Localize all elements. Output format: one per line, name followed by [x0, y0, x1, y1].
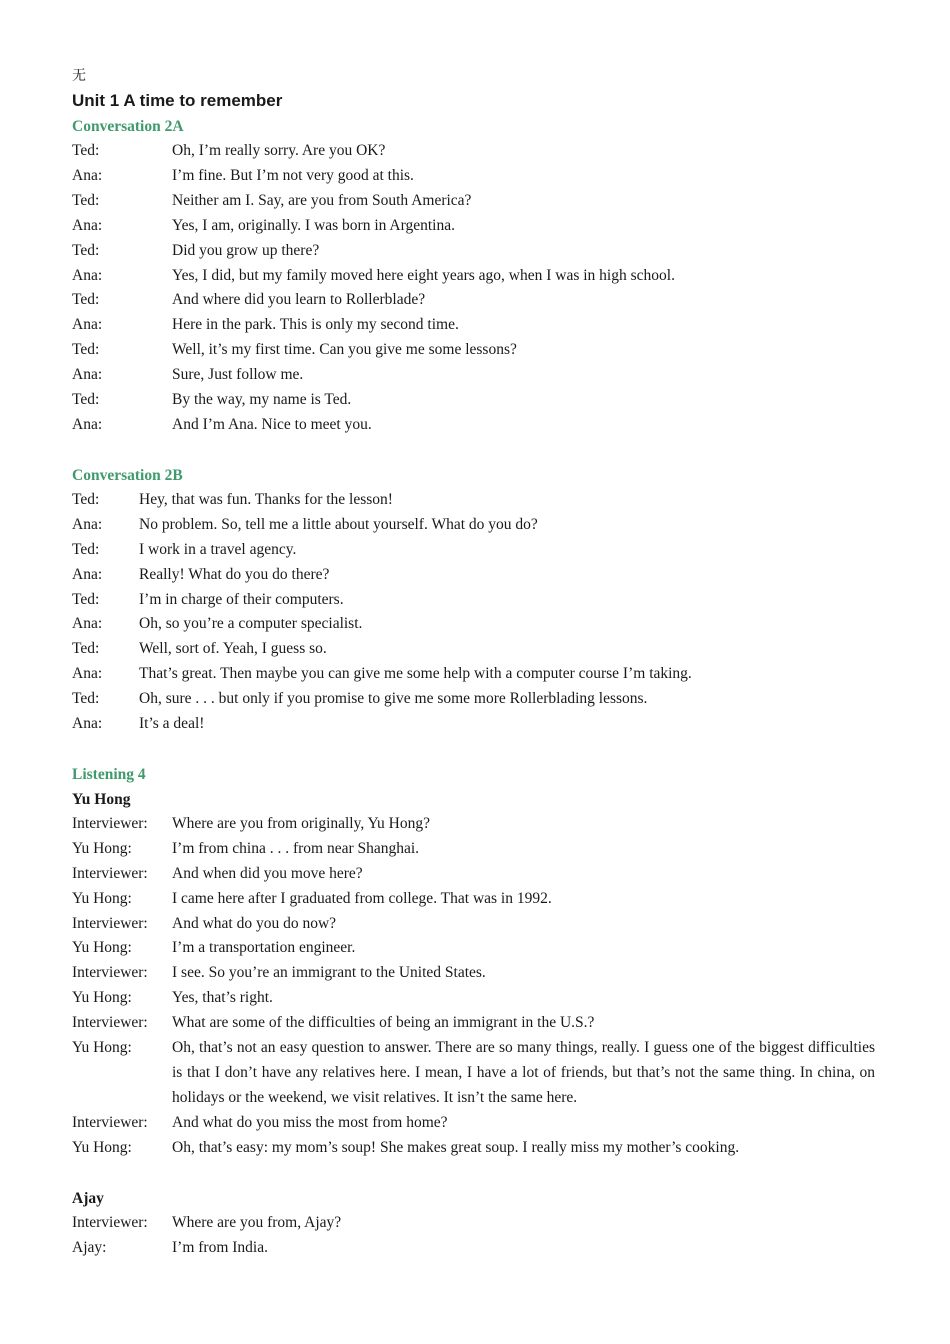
dialogue-line — [72, 887, 875, 912]
speaker-label: Ted: — [72, 241, 100, 259]
line-text: Yes, that’s right. — [172, 989, 273, 1007]
speaker-label: Ted: — [72, 291, 100, 309]
dialogue-line — [72, 338, 875, 363]
line-text: Oh, so you’re a computer specialist. — [139, 615, 363, 633]
spacer — [72, 438, 875, 463]
line-text: Well, sort of. Yeah, I guess so. — [139, 640, 327, 658]
spacer — [72, 737, 875, 762]
dialogue-line — [72, 687, 875, 712]
dialogue-line — [72, 139, 875, 164]
speaker-label: Ted: — [72, 191, 100, 209]
dialogue-line — [72, 1011, 875, 1036]
speaker-label: Yu Hong: — [72, 889, 132, 907]
line-text: I’m in charge of their computers. — [139, 590, 344, 608]
dialogue-line — [72, 563, 875, 588]
dialogue-line — [72, 862, 875, 887]
line-text: Well, it’s my first time. Can you give me some lessons? — [172, 341, 517, 359]
spacer — [72, 1161, 875, 1186]
speaker-label: Ted: — [72, 690, 100, 708]
speaker-label: Ana: — [72, 715, 103, 733]
line-text: I work in a travel agency. — [139, 540, 297, 558]
line-text: No problem. So, tell me a little about yourself. What do you do? — [139, 515, 538, 533]
listening-4-title: Listening 4 — [72, 765, 146, 783]
speaker-label: Ana: — [72, 415, 103, 433]
speaker-label: Yu Hong: — [72, 839, 132, 857]
speaker-label: Interviewer: — [72, 914, 148, 932]
line-text: I’m from India. — [172, 1238, 268, 1256]
yu-hong-heading: Yu Hong — [72, 790, 131, 808]
line-text: Yes, I did, but my family moved here eight years ago, when I was in high school. — [172, 266, 675, 284]
line-text: Oh, I’m really sorry. Are you OK? — [172, 142, 386, 159]
header-character: 无 — [72, 68, 86, 84]
line-text: Where are you from, Ajay? — [172, 1213, 342, 1231]
dialogue-line — [72, 712, 875, 737]
dialogue-line — [72, 214, 875, 239]
speaker-label: Ted: — [72, 640, 100, 658]
line-text: Sure, Just follow me. — [172, 366, 304, 384]
speaker-label: Ted: — [72, 391, 100, 409]
dialogue-line — [72, 513, 875, 538]
document-page — [72, 64, 875, 1260]
line-text: And where did you learn to Rollerblade? — [172, 291, 426, 309]
dialogue-line — [72, 637, 875, 662]
line-text: And when did you move here? — [172, 864, 363, 882]
dialogue-line — [72, 812, 875, 837]
speaker-label: Ana: — [72, 216, 103, 234]
speaker-label: Ana: — [72, 366, 103, 384]
line-text: I’m fine. But I’m not very good at this. — [172, 166, 414, 184]
ajay-interview — [72, 1211, 875, 1261]
line-text: I’m from china . . . from near Shanghai. — [172, 839, 420, 857]
dialogue-line — [72, 1036, 875, 1111]
line-text: By the way, my name is Ted. — [172, 391, 352, 409]
line-text: Really! What do you do there? — [139, 565, 330, 583]
dialogue-line — [72, 239, 875, 264]
dialogue-line — [72, 936, 875, 961]
conversation-2b-title: Conversation 2B — [72, 466, 183, 484]
speaker-label: Interviewer: — [72, 814, 148, 832]
speaker-label: Yu Hong: — [72, 939, 132, 957]
speaker-label: Interviewer: — [72, 1213, 148, 1231]
line-text: And what do you miss the most from home? — [172, 1113, 448, 1131]
speaker-label: Ted: — [72, 341, 100, 359]
speaker-label: Ana: — [72, 665, 103, 683]
line-text: Oh, that’s easy: my mom’s soup! She makes great soup. I really miss my mother’s cooking. — [172, 1138, 740, 1156]
speaker-label: Ana: — [72, 166, 103, 184]
dialogue-line — [72, 912, 875, 937]
line-text: Here in the park. This is only my second time. — [172, 316, 459, 334]
line-text: Oh, that’s not an easy question to answer. There are so many things, really. I guess one of the biggest difficulties is that I don’t have any relatives here. I mean, I have a lot of friends, but that’s not the same thing. In china, on holidays or the weekend, we visit relatives. It isn’t the same here. — [172, 1039, 875, 1106]
dialogue-line — [72, 1211, 875, 1236]
yu-hong-interview — [72, 812, 875, 1161]
speaker-label: Interviewer: — [72, 1113, 148, 1131]
line-text: Oh, sure . . . but only if you promise to give me some more Rollerblading lessons. — [139, 690, 648, 708]
speaker-label: Yu Hong: — [72, 1039, 132, 1057]
speaker-label: Interviewer: — [72, 964, 148, 982]
line-text: What are some of the difficulties of being an immigrant in the U.S.? — [172, 1014, 595, 1032]
dialogue-line — [72, 164, 875, 189]
conversation-2a — [72, 139, 875, 438]
dialogue-line — [72, 313, 875, 338]
speaker-label: Ana: — [72, 266, 103, 284]
line-text: Neither am I. Say, are you from South America? — [172, 191, 472, 209]
line-text: I’m a transportation engineer. — [172, 939, 356, 957]
speaker-label: Interviewer: — [72, 1014, 148, 1032]
dialogue-line — [72, 588, 875, 613]
dialogue-line — [72, 612, 875, 637]
speaker-label: Ana: — [72, 615, 103, 633]
dialogue-line — [72, 538, 875, 563]
dialogue-line — [72, 837, 875, 862]
dialogue-line — [72, 264, 875, 289]
line-text: Where are you from originally, Yu Hong? — [172, 814, 430, 832]
dialogue-line — [72, 1111, 875, 1136]
dialogue-line — [72, 1136, 875, 1161]
line-text: And what do you do now? — [172, 914, 337, 932]
dialogue-line — [72, 363, 875, 388]
dialogue-line — [72, 662, 875, 687]
dialogue-line — [72, 961, 875, 986]
speaker-label: Ted: — [72, 490, 100, 508]
unit-title: Unit 1 A time to remember — [72, 91, 283, 110]
line-text: Did you grow up there? — [172, 241, 320, 259]
ajay-heading: Ajay — [72, 1189, 104, 1207]
speaker-label: Yu Hong: — [72, 1138, 132, 1156]
dialogue-line — [72, 413, 875, 438]
conversation-2b — [72, 488, 875, 737]
line-text: Yes, I am, originally. I was born in Argentina. — [172, 216, 455, 234]
line-text: Hey, that was fun. Thanks for the lesson! — [139, 490, 393, 508]
speaker-label: Ana: — [72, 515, 103, 533]
dialogue-line — [72, 986, 875, 1011]
line-text: I see. So you’re an immigrant to the United States. — [172, 964, 486, 982]
speaker-label: Ajay: — [72, 1238, 107, 1256]
line-text: It’s a deal! — [139, 715, 205, 733]
line-text: And I’m Ana. Nice to meet you. — [172, 415, 372, 433]
speaker-label: Ana: — [72, 565, 103, 583]
line-text: That’s great. Then maybe you can give me some help with a computer course I’m taking. — [139, 665, 692, 683]
dialogue-line — [72, 288, 875, 313]
speaker-label: Ted: — [72, 540, 100, 558]
dialogue-line — [72, 1236, 875, 1261]
dialogue-line — [72, 388, 875, 413]
dialogue-line — [72, 488, 875, 513]
line-text: I came here after I graduated from college. That was in 1992. — [172, 889, 552, 907]
conversation-2a-title: Conversation 2A — [72, 118, 184, 135]
speaker-label: Interviewer: — [72, 864, 148, 882]
speaker-label: Ted: — [72, 590, 100, 608]
dialogue-line — [72, 189, 875, 214]
speaker-label: Ana: — [72, 316, 103, 334]
speaker-label: Yu Hong: — [72, 989, 132, 1007]
speaker-label: Ted: — [72, 142, 100, 159]
